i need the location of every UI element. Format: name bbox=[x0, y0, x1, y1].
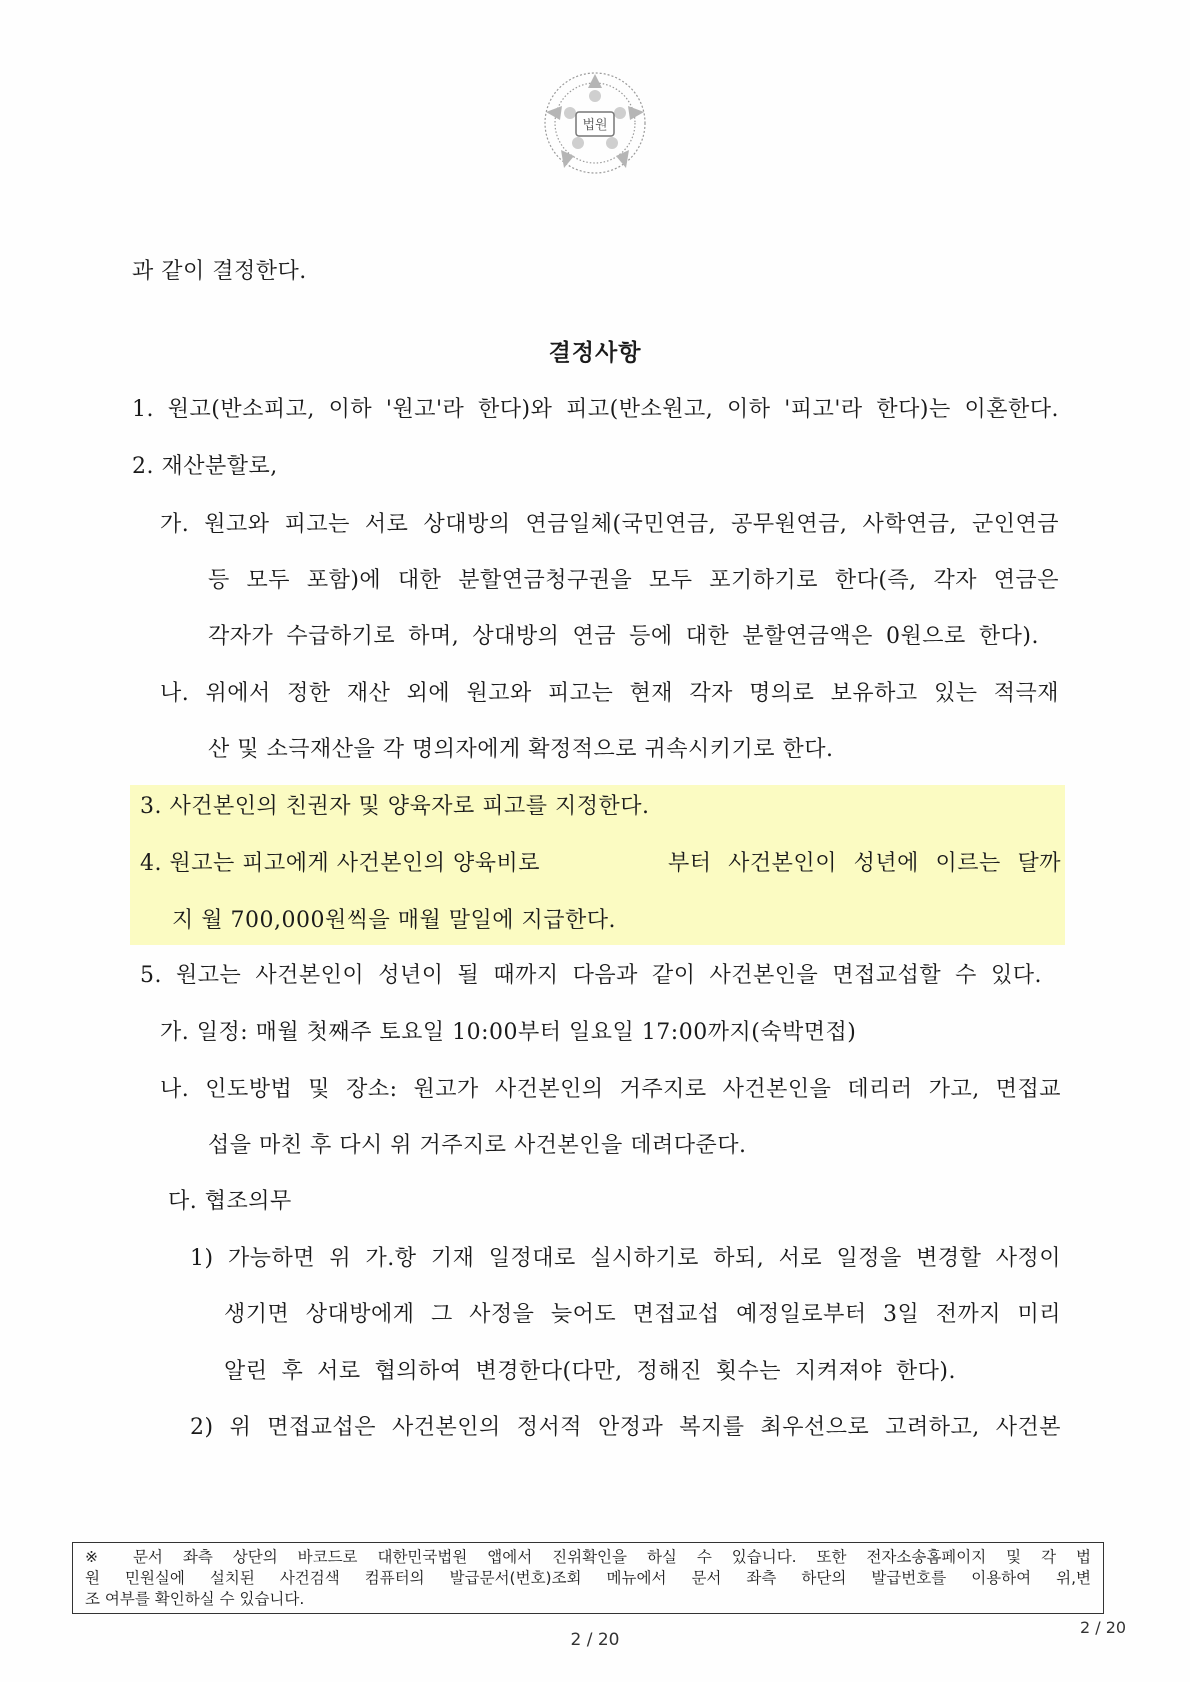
section-title: 결정사항 bbox=[548, 340, 642, 366]
item-2b-line-1: 나. 위에서 정한 재산 외에 원고와 피고는 현재 각자 명의로 보유하고 있는 적극재 bbox=[160, 681, 1059, 706]
item-3: 3. 사건본인의 친권자 및 양육자로 피고를 지정한다. bbox=[140, 794, 650, 819]
item-2a-line-1: 가. 원고와 피고는 서로 상대방의 연금일체(국민연금, 공무원연금, 사학연금, 군인연금 bbox=[160, 512, 1059, 537]
page-number-right: 2 / 20 bbox=[1080, 1618, 1127, 1637]
item-4-line-1a: 4. 원고는 피고에게 사건본인의 양육비로 bbox=[140, 851, 540, 876]
item-1: 1. 원고(반소피고, 이하 '원고'라 한다)와 피고(반소원고, 이하 '피고'라 한다)는 이혼한다. bbox=[132, 397, 1059, 422]
item-5c1-line-2: 생기면 상대방에게 그 사정을 늦어도 면접교섭 예정일로부터 3일 전까지 미리 bbox=[224, 1302, 1061, 1327]
verification-notice bbox=[72, 1542, 1104, 1614]
item-2b-line-2: 산 및 소극재산을 각 명의자에게 확정적으로 귀속시키기로 한다. bbox=[208, 737, 834, 762]
item-5c1-line-1: 1) 가능하면 위 가.항 기재 일정대로 실시하기로 하되, 서로 일정을 변경할 사정이 bbox=[190, 1246, 1061, 1271]
page-number-center: 2 / 20 bbox=[570, 1630, 620, 1650]
item-5b-line-1: 나. 인도방법 및 장소: 원고가 사건본인의 거주지로 사건본인을 데리러 가고, 면접교 bbox=[160, 1077, 1061, 1102]
court-seal-icon bbox=[540, 68, 650, 178]
seal-text: 법원 bbox=[582, 118, 608, 133]
notice-line-3: 조 여부를 확인하실 수 있습니다. bbox=[85, 1590, 305, 1608]
item-5b-line-2: 섭을 마친 후 다시 위 거주지로 사건본인을 데려다준다. bbox=[208, 1133, 747, 1158]
item-5c1-line-3: 알린 후 서로 협의하여 변경한다(다만, 정해진 횟수는 지켜져야 한다). bbox=[224, 1359, 956, 1384]
item-4-line-2: 지 월 700,000원씩을 매월 말일에 지급한다. bbox=[172, 908, 616, 933]
item-4-line-1b: 부터 사건본인이 성년에 이르는 달까 bbox=[668, 851, 1061, 876]
item-2: 2. 재산분할로, bbox=[132, 454, 278, 479]
notice-line-2: 원 민원실에 설치된 사건검색 컴퓨터의 발급문서(번호)조회 메뉴에서 문서 좌측 하단의 발급번호를 이용하여 위,변 bbox=[85, 1569, 1091, 1587]
item-5c: 다. 협조의무 bbox=[168, 1189, 292, 1214]
item-5: 5. 원고는 사건본인이 성년이 될 때까지 다음과 같이 사건본인을 면접교섭할 수 있다. bbox=[140, 963, 1042, 988]
intro-text: 과 같이 결정한다. bbox=[132, 259, 307, 284]
notice-line-1: ※ 문서 좌측 상단의 바코드로 대한민국법원 앱에서 진위확인을 하실 수 있습니다. 또한 전자소송홈페이지 및 각 법 bbox=[85, 1548, 1091, 1566]
item-5a: 가. 일정: 매월 첫째주 토요일 10:00부터 일요일 17:00까지(숙박면접) bbox=[160, 1020, 857, 1045]
item-2a-line-3: 각자가 수급하기로 하며, 상대방의 연금 등에 대한 분할연금액은 0원으로 한다). bbox=[208, 624, 1039, 649]
item-2a-line-2: 등 모두 포함)에 대한 분할연금청구권을 모두 포기하기로 한다(즉, 각자 연금은 bbox=[208, 568, 1059, 593]
item-5c2-line-1: 2) 위 면접교섭은 사건본인의 정서적 안정과 복지를 최우선으로 고려하고, 사건본 bbox=[190, 1415, 1062, 1440]
